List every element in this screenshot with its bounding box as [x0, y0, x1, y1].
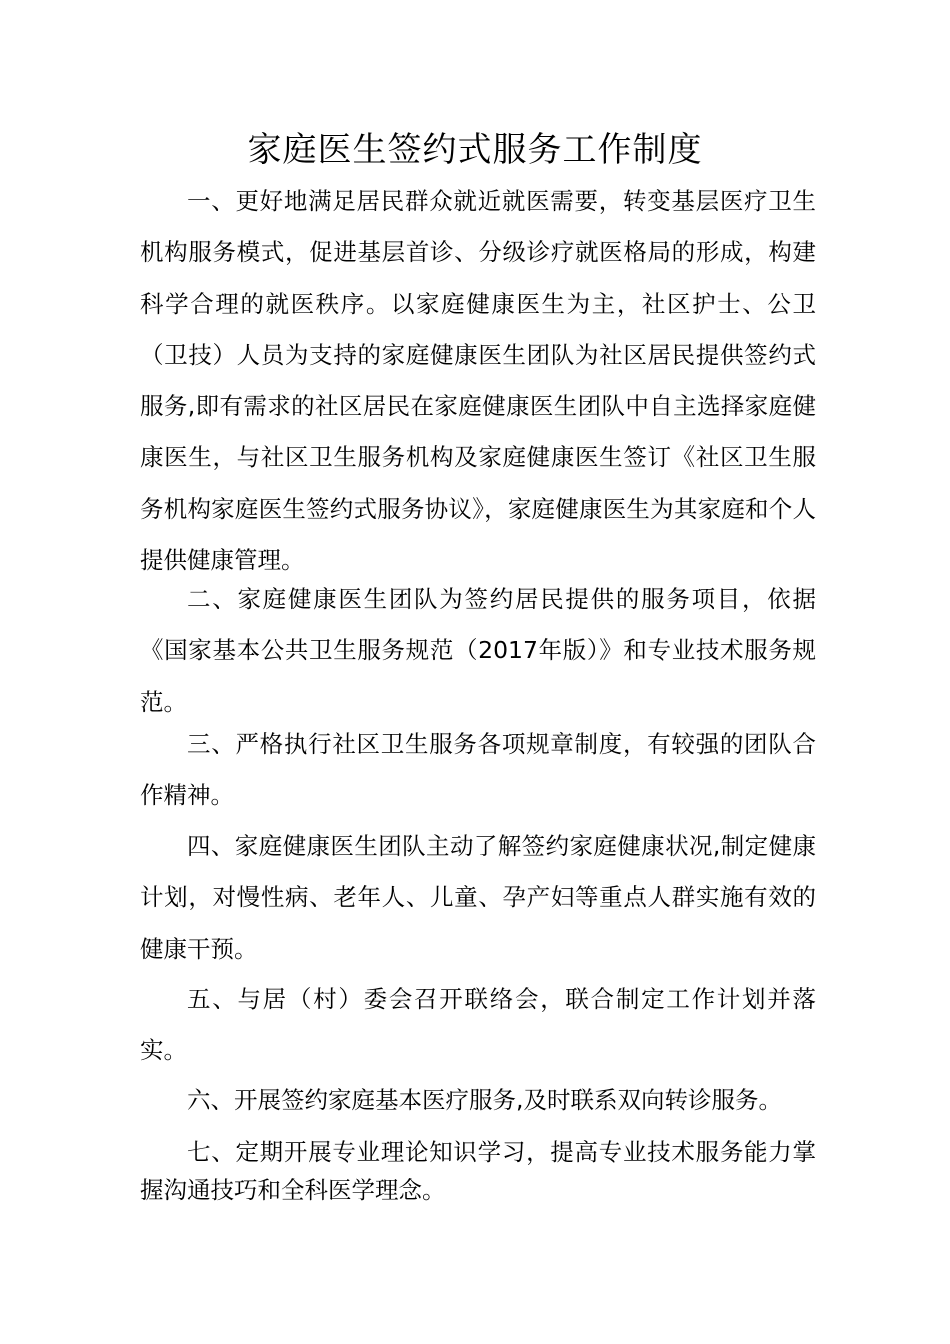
- paragraph-6: 六、开展签约家庭基本医疗服务,及时联系双向转诊服务。: [187, 1086, 782, 1114]
- document-title: 家庭医生签约式服务工作制度: [247, 130, 703, 170]
- paragraph-1: 一、更好地满足居民群众就近就医需要，转变基层医疗卫生机构服务模式，促进基层首诊、分级诊疗就医格局的形成，构建科学合理的就医秩序。以家庭健康医生为主，社区护士、公卫（卫技）人员为支持的家庭健康医生团队为社区居民提供签约式服务,即有需求的社区居民在家庭健康医生团队中自主选择家庭健康医生，与社区卫生服务机构及家庭健康医生签订《社区卫生服务机构家庭医生签约式服务协议》，家庭健康医生为其家庭和个人提供健康管理。: [140, 187, 816, 575]
- paragraph-3: 三、严格执行社区卫生服务各项规章制度，有较强的团队合作精神。: [140, 730, 816, 810]
- paragraph-4: 四、家庭健康医生团队主动了解签约家庭健康状况,制定健康计划，对慢性病、老年人、儿童、孕产妇等重点人群实施有效的健康干预。: [140, 832, 816, 963]
- paragraph-2: 二、家庭健康医生团队为签约居民提供的服务项目，依据《国家基本公共卫生服务规范（2017年版）》和专业技术服务规范。: [140, 585, 816, 716]
- paragraph-7: 七、定期开展专业理论知识学习，提高专业技术服务能力掌握沟通技巧和全科医学理念。: [140, 1138, 816, 1204]
- paragraph-5: 五、与居（村）委会召开联络会，联合制定工作计划并落实。: [140, 985, 816, 1065]
